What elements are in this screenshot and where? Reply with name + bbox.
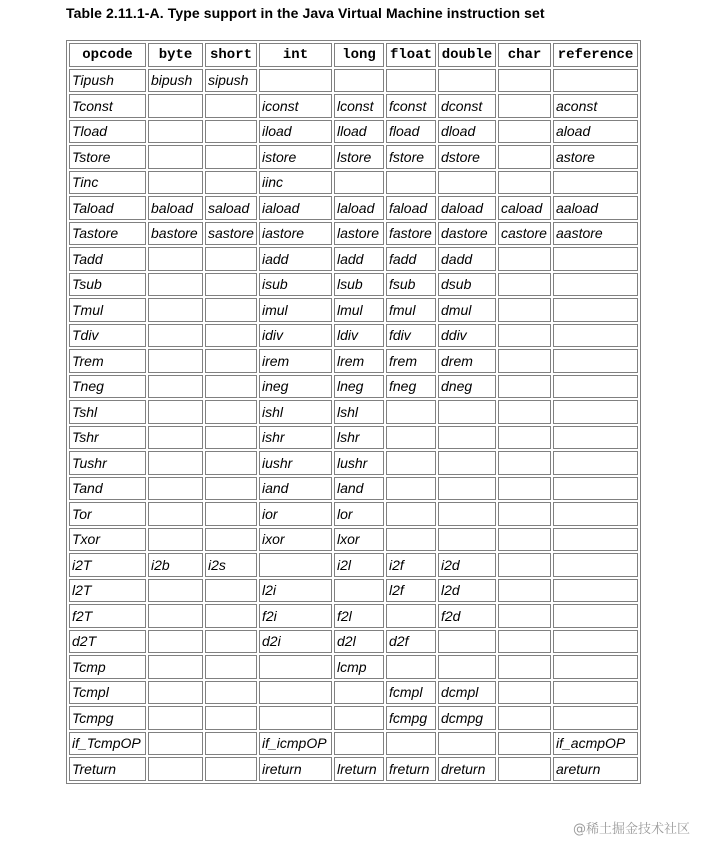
instruction-cell-double: dastore [438,222,496,246]
instruction-cell-char [498,630,551,654]
instruction-cell-int [259,553,332,577]
instruction-cell-short [205,451,257,475]
instruction-cell-int: l2i [259,579,332,603]
column-header-float: float [386,43,436,67]
instruction-cell-short [205,732,257,756]
opcode-cell: Tand [69,477,146,501]
table-row [69,604,638,628]
instruction-cell-long: lstore [334,145,384,169]
instruction-cell-char [498,757,551,781]
instruction-cell-double [438,630,496,654]
instruction-cell-byte [148,579,203,603]
instruction-cell-byte [148,681,203,705]
instruction-cell-int: irem [259,349,332,373]
instruction-cell-int: iand [259,477,332,501]
instruction-cell-short [205,400,257,424]
instruction-cell-char [498,579,551,603]
instruction-cell-char [498,477,551,501]
instruction-cell-short [205,273,257,297]
instruction-cell-reference [553,502,638,526]
instruction-cell-int: ior [259,502,332,526]
instruction-cell-short [205,324,257,348]
instruction-cell-reference: astore [553,145,638,169]
instruction-cell-char: caload [498,196,551,220]
instruction-cell-short: saload [205,196,257,220]
opcode-cell: i2T [69,553,146,577]
instruction-cell-double [438,477,496,501]
column-header-char: char [498,43,551,67]
instruction-cell-reference: aaload [553,196,638,220]
instruction-cell-double [438,655,496,679]
instruction-cell-byte [148,324,203,348]
instruction-cell-float [386,451,436,475]
instruction-cell-int: d2i [259,630,332,654]
instruction-cell-long [334,681,384,705]
instruction-cell-byte [148,375,203,399]
instruction-cell-float: fadd [386,247,436,271]
instruction-cell-char [498,681,551,705]
instruction-cell-short: i2s [205,553,257,577]
table-row [69,732,638,756]
instruction-cell-long: lcmp [334,655,384,679]
table-row [69,553,638,577]
instruction-cell-long: i2l [334,553,384,577]
instruction-cell-reference [553,349,638,373]
instruction-type-table [66,40,641,784]
instruction-cell-reference [553,630,638,654]
opcode-cell: Tor [69,502,146,526]
instruction-cell-byte: baload [148,196,203,220]
instruction-cell-char [498,655,551,679]
table-row [69,247,638,271]
opcode-cell: Tsub [69,273,146,297]
instruction-cell-byte [148,706,203,730]
opcode-cell: Tmul [69,298,146,322]
instruction-cell-long [334,579,384,603]
opcode-cell: Tastore [69,222,146,246]
table-row [69,120,638,144]
instruction-cell-long: ladd [334,247,384,271]
instruction-cell-short [205,145,257,169]
instruction-cell-reference [553,706,638,730]
instruction-cell-byte [148,171,203,195]
instruction-cell-float: faload [386,196,436,220]
instruction-cell-float: freturn [386,757,436,781]
instruction-cell-long: laload [334,196,384,220]
opcode-cell: Tipush [69,69,146,93]
instruction-cell-long: lastore [334,222,384,246]
instruction-cell-double: dcmpg [438,706,496,730]
instruction-cell-float: frem [386,349,436,373]
instruction-cell-float: fstore [386,145,436,169]
instruction-cell-reference [553,579,638,603]
instruction-cell-char [498,324,551,348]
instruction-cell-float [386,502,436,526]
instruction-cell-char [498,451,551,475]
instruction-cell-reference [553,247,638,271]
instruction-cell-float [386,477,436,501]
instruction-cell-float [386,732,436,756]
instruction-cell-float: d2f [386,630,436,654]
opcode-cell: f2T [69,604,146,628]
opcode-cell: Tcmpg [69,706,146,730]
instruction-cell-reference: aastore [553,222,638,246]
table-caption: Table 2.11.1-A. Type support in the Java Virtual Machine instruction set [66,5,545,21]
instruction-cell-short [205,298,257,322]
watermark: @稀土掘金技术社区 [572,822,690,837]
instruction-cell-long: lneg [334,375,384,399]
instruction-cell-long: lshl [334,400,384,424]
instruction-cell-char [498,94,551,118]
instruction-cell-float: fsub [386,273,436,297]
instruction-cell-float [386,528,436,552]
instruction-cell-float [386,400,436,424]
column-header-opcode: opcode [69,43,146,67]
instruction-cell-short [205,757,257,781]
instruction-cell-float: fmul [386,298,436,322]
instruction-cell-reference: aload [553,120,638,144]
table-row [69,273,638,297]
instruction-cell-short: sipush [205,69,257,93]
opcode-cell: Trem [69,349,146,373]
instruction-cell-char [498,145,551,169]
instruction-cell-double: dadd [438,247,496,271]
table-row [69,757,638,781]
instruction-cell-reference [553,604,638,628]
opcode-cell: Tshr [69,426,146,450]
instruction-cell-reference [553,324,638,348]
instruction-cell-int: istore [259,145,332,169]
table-row [69,579,638,603]
instruction-cell-double [438,426,496,450]
instruction-cell-byte [148,145,203,169]
instruction-cell-long: lmul [334,298,384,322]
instruction-cell-byte [148,757,203,781]
instruction-cell-byte: bastore [148,222,203,246]
instruction-cell-long: lreturn [334,757,384,781]
instruction-cell-float: fneg [386,375,436,399]
instruction-cell-float: l2f [386,579,436,603]
instruction-cell-reference [553,69,638,93]
opcode-cell: Txor [69,528,146,552]
instruction-cell-float: fload [386,120,436,144]
table-header-row [69,43,638,67]
instruction-cell-reference [553,400,638,424]
instruction-cell-short [205,94,257,118]
instruction-cell-int [259,706,332,730]
instruction-cell-long: lxor [334,528,384,552]
instruction-cell-reference [553,451,638,475]
instruction-cell-long: lor [334,502,384,526]
instruction-cell-short [205,655,257,679]
instruction-cell-reference: areturn [553,757,638,781]
instruction-cell-short [205,349,257,373]
instruction-cell-char: castore [498,222,551,246]
instruction-cell-reference [553,375,638,399]
instruction-cell-char [498,247,551,271]
instruction-cell-long [334,706,384,730]
instruction-cell-float: fconst [386,94,436,118]
instruction-cell-short [205,171,257,195]
instruction-cell-int: iinc [259,171,332,195]
instruction-cell-short [205,630,257,654]
instruction-cell-int: iastore [259,222,332,246]
instruction-cell-long [334,732,384,756]
table-row [69,681,638,705]
instruction-cell-short [205,426,257,450]
instruction-cell-char [498,349,551,373]
instruction-cell-short [205,706,257,730]
opcode-cell: d2T [69,630,146,654]
instruction-cell-int [259,681,332,705]
opcode-cell: Tcmpl [69,681,146,705]
instruction-cell-double: dcmpl [438,681,496,705]
instruction-cell-double [438,451,496,475]
table-row [69,706,638,730]
instruction-cell-double: l2d [438,579,496,603]
table-row [69,324,638,348]
instruction-cell-int: isub [259,273,332,297]
instruction-cell-int: if_icmpOP [259,732,332,756]
opcode-cell: if_TcmpOP [69,732,146,756]
instruction-cell-byte [148,400,203,424]
instruction-cell-reference [553,171,638,195]
instruction-cell-float [386,171,436,195]
table-row [69,375,638,399]
table-row [69,477,638,501]
instruction-cell-short [205,528,257,552]
instruction-cell-reference [553,553,638,577]
opcode-cell: Tload [69,120,146,144]
instruction-cell-double [438,400,496,424]
instruction-cell-long [334,69,384,93]
instruction-cell-double: dconst [438,94,496,118]
instruction-cell-short [205,604,257,628]
table-row [69,655,638,679]
table-row [69,502,638,526]
instruction-cell-long: lshr [334,426,384,450]
instruction-cell-reference [553,477,638,501]
instruction-cell-char [498,528,551,552]
table-row [69,222,638,246]
instruction-cell-byte [148,630,203,654]
instruction-cell-double: i2d [438,553,496,577]
opcode-cell: Treturn [69,757,146,781]
instruction-cell-char [498,375,551,399]
column-header-double: double [438,43,496,67]
table-row [69,298,638,322]
instruction-cell-int [259,655,332,679]
instruction-cell-double [438,528,496,552]
instruction-cell-float [386,69,436,93]
instruction-cell-byte [148,298,203,322]
instruction-cell-short: sastore [205,222,257,246]
instruction-cell-double: dneg [438,375,496,399]
instruction-cell-byte [148,120,203,144]
instruction-cell-double [438,171,496,195]
instruction-cell-byte [148,528,203,552]
instruction-cell-short [205,477,257,501]
column-header-int: int [259,43,332,67]
opcode-cell: Tcmp [69,655,146,679]
instruction-cell-long: lsub [334,273,384,297]
instruction-cell-byte: i2b [148,553,203,577]
instruction-cell-double: dload [438,120,496,144]
instruction-cell-double: f2d [438,604,496,628]
instruction-cell-int: f2i [259,604,332,628]
opcode-cell: Taload [69,196,146,220]
instruction-cell-long: lload [334,120,384,144]
table-row [69,171,638,195]
table-row [69,196,638,220]
instruction-cell-float: fcmpg [386,706,436,730]
instruction-cell-char [498,273,551,297]
table-row [69,400,638,424]
instruction-cell-long: d2l [334,630,384,654]
instruction-cell-byte [148,349,203,373]
instruction-cell-float: fcmpl [386,681,436,705]
instruction-cell-byte [148,94,203,118]
instruction-cell-char [498,400,551,424]
instruction-cell-float [386,426,436,450]
instruction-cell-int: iadd [259,247,332,271]
instruction-cell-double [438,732,496,756]
instruction-cell-short [205,502,257,526]
instruction-cell-byte [148,604,203,628]
table-row [69,630,638,654]
instruction-cell-byte [148,655,203,679]
table-body [69,69,638,781]
instruction-cell-reference [553,681,638,705]
instruction-cell-byte [148,502,203,526]
instruction-cell-double: dmul [438,298,496,322]
instruction-cell-byte [148,732,203,756]
column-header-byte: byte [148,43,203,67]
instruction-cell-double: ddiv [438,324,496,348]
instruction-cell-int: ixor [259,528,332,552]
instruction-cell-double: dsub [438,273,496,297]
instruction-cell-reference [553,528,638,552]
instruction-cell-double: drem [438,349,496,373]
instruction-cell-double: dreturn [438,757,496,781]
instruction-cell-char [498,120,551,144]
table-row [69,94,638,118]
instruction-cell-char [498,171,551,195]
instruction-cell-int: idiv [259,324,332,348]
instruction-cell-byte [148,273,203,297]
opcode-cell: Tdiv [69,324,146,348]
instruction-cell-int: ineg [259,375,332,399]
instruction-cell-char [498,706,551,730]
instruction-cell-byte: bipush [148,69,203,93]
instruction-cell-reference [553,273,638,297]
instruction-cell-char [498,502,551,526]
instruction-cell-float: i2f [386,553,436,577]
column-header-short: short [205,43,257,67]
instruction-cell-reference [553,426,638,450]
instruction-cell-float [386,604,436,628]
instruction-cell-reference: aconst [553,94,638,118]
instruction-cell-byte [148,426,203,450]
instruction-cell-char [498,69,551,93]
instruction-cell-short [205,681,257,705]
instruction-cell-char [498,426,551,450]
table-row [69,69,638,93]
table-row [69,349,638,373]
instruction-cell-short [205,375,257,399]
instruction-cell-long: ldiv [334,324,384,348]
table-row [69,145,638,169]
instruction-cell-long: lushr [334,451,384,475]
instruction-cell-char [498,298,551,322]
instruction-cell-char [498,732,551,756]
instruction-cell-int: imul [259,298,332,322]
instruction-cell-reference [553,298,638,322]
opcode-cell: Tadd [69,247,146,271]
instruction-cell-double: dstore [438,145,496,169]
instruction-cell-reference [553,655,638,679]
instruction-cell-int: ireturn [259,757,332,781]
instruction-cell-int [259,69,332,93]
instruction-cell-long: lconst [334,94,384,118]
instruction-cell-short [205,579,257,603]
instruction-cell-int: iconst [259,94,332,118]
instruction-cell-byte [148,477,203,501]
table-row [69,451,638,475]
table-row [69,426,638,450]
instruction-cell-char [498,553,551,577]
instruction-cell-byte [148,247,203,271]
instruction-cell-byte [148,451,203,475]
instruction-cell-int: ishr [259,426,332,450]
instruction-cell-long [334,171,384,195]
opcode-cell: Tconst [69,94,146,118]
instruction-cell-reference: if_acmpOP [553,732,638,756]
instruction-cell-double: daload [438,196,496,220]
opcode-cell: Tinc [69,171,146,195]
opcode-cell: Tushr [69,451,146,475]
instruction-cell-char [498,604,551,628]
instruction-cell-short [205,120,257,144]
instruction-cell-double [438,69,496,93]
instruction-cell-int: iload [259,120,332,144]
table-row [69,528,638,552]
instruction-cell-long: land [334,477,384,501]
opcode-cell: Tneg [69,375,146,399]
instruction-cell-float: fdiv [386,324,436,348]
instruction-cell-int: ishl [259,400,332,424]
instruction-cell-long: lrem [334,349,384,373]
opcode-cell: Tstore [69,145,146,169]
column-header-long: long [334,43,384,67]
column-header-reference: reference [553,43,638,67]
instruction-cell-float [386,655,436,679]
instruction-cell-int: iushr [259,451,332,475]
instruction-cell-short [205,247,257,271]
opcode-cell: l2T [69,579,146,603]
instruction-cell-float: fastore [386,222,436,246]
instruction-cell-double [438,502,496,526]
opcode-cell: Tshl [69,400,146,424]
instruction-cell-int: iaload [259,196,332,220]
instruction-cell-long: f2l [334,604,384,628]
